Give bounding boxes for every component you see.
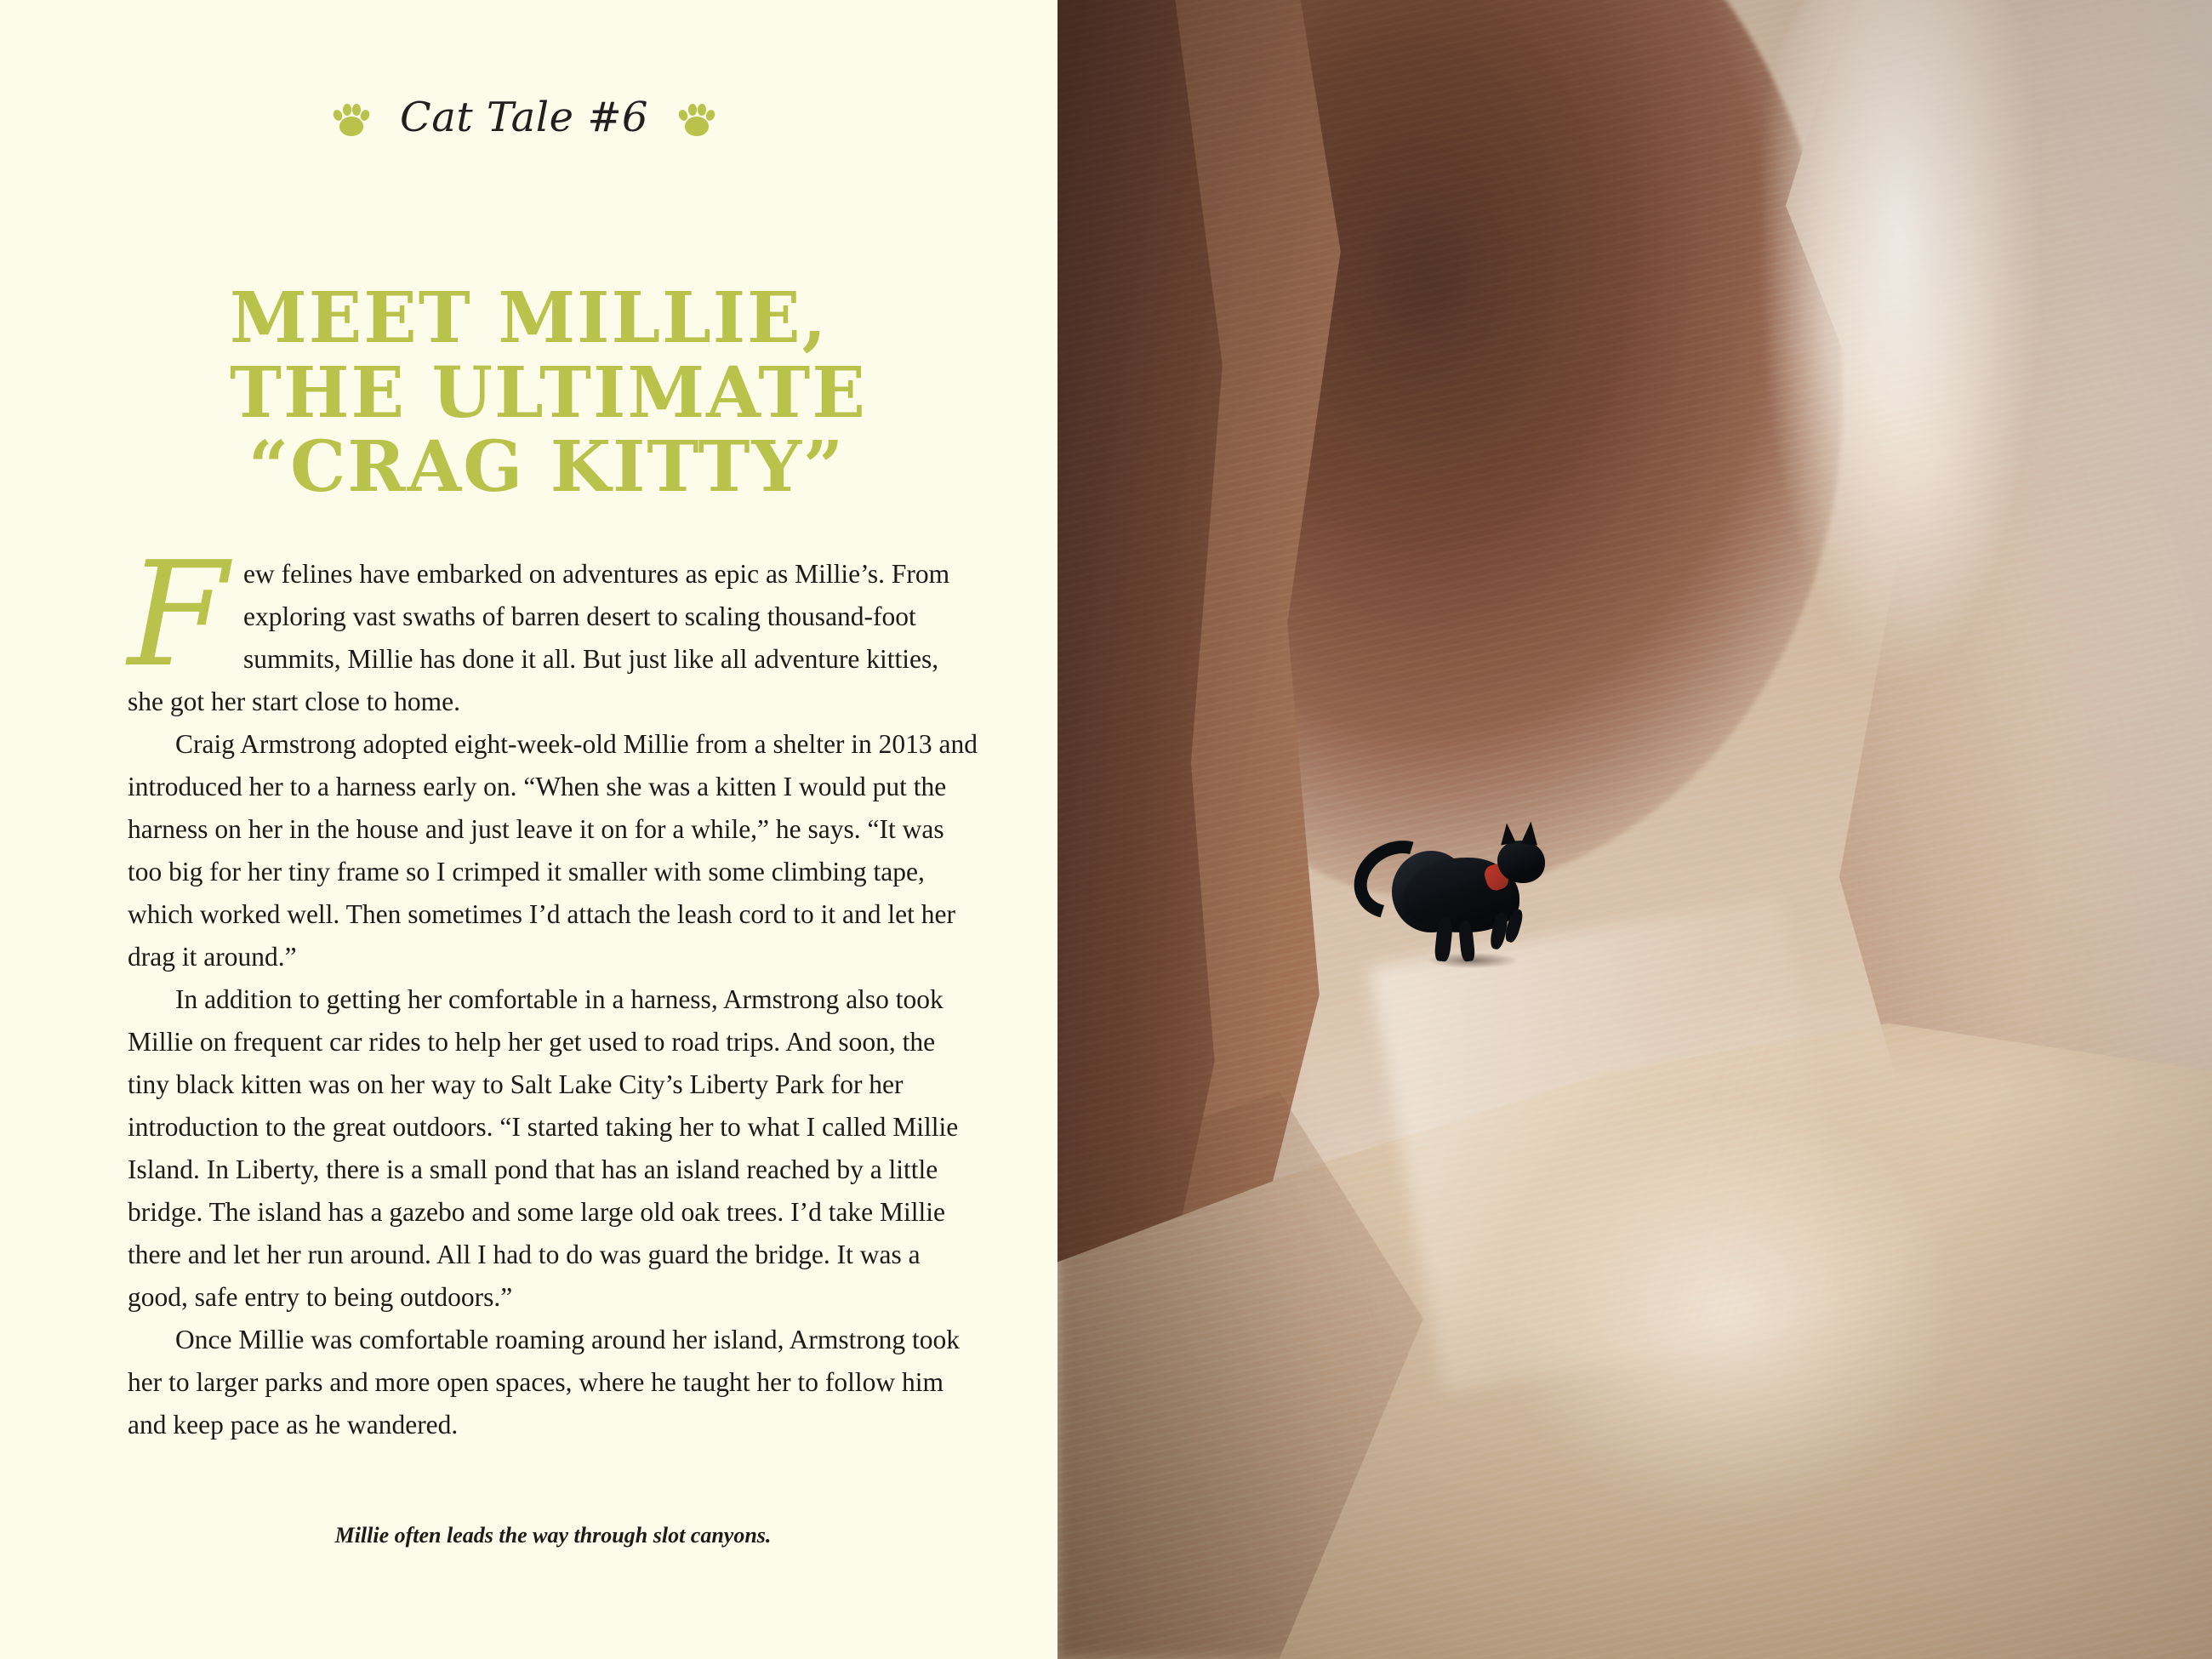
paragraph-2: Craig Armstrong adopted eight-week-old Millie from a shelter in 2013 and introduced her to a harness early on. “When she was a kitten I would put the harness on her in the house and just leave it on for a while,” he says. “It was too big for her tiny frame so I crimped it smaller with some climbing tape, which worked well. Then sometimes I’d attach the leash cord to it and let her drag it around.” xyxy=(128,729,978,972)
headline-line-1: MEET MILLIE, xyxy=(230,276,829,359)
headline-line-2: THE ULTIMATE xyxy=(230,351,867,434)
paragraph-3: In addition to getting her comfortable in a harness, Armstrong also took Millie on frequent car rides to help her get used to road trips. And soon, the tiny black kitten was on her way to Salt Lake City’s Liberty Park for her introduction to the great outdoors. “I started taking her to what I called Millie Island. In Liberty, there is a small pond that has an island reached by a little bridge. The island has a gazebo and some large old oak trees. I’d take Millie there and let her run around. All I had to do was guard the bridge. It was a good, safe entry to being outdoors.” xyxy=(128,984,959,1312)
page-title xyxy=(230,276,944,509)
cat-head xyxy=(1497,841,1545,883)
paragraph-1-text: ew felines have embarked on adventures as epic as Millie’s. From exploring vast swaths of barren desert to scaling thousand-foot summits, Millie has done it all. But just like all adventure kitties, she got her start close to home. xyxy=(128,559,950,716)
kicker-text: Cat Tale #6 xyxy=(400,94,649,141)
photo-caption: Millie often leads the way through slot canyons. xyxy=(334,1523,772,1548)
cat-subject xyxy=(1358,813,1579,992)
paw-print-icon xyxy=(332,99,371,136)
paragraph-4: Once Millie was comfortable roaming around her island, Armstrong took her to larger parks and more open spaces, where he taught her to follow him and keep pace as he wandered. xyxy=(128,1325,961,1440)
cat-ear xyxy=(1499,824,1516,846)
article-body xyxy=(128,531,978,1446)
cat-ear xyxy=(1521,822,1538,846)
drop-cap: F xyxy=(128,531,228,699)
kicker-line xyxy=(332,94,716,141)
headline-line-3: “CRAG KITTY” xyxy=(248,426,846,509)
paw-print-icon xyxy=(677,99,716,136)
photo-page xyxy=(1058,0,2212,1659)
canyon-photo xyxy=(1058,0,2212,1659)
text-page xyxy=(0,0,1058,1659)
paragraph-1 xyxy=(128,531,978,723)
